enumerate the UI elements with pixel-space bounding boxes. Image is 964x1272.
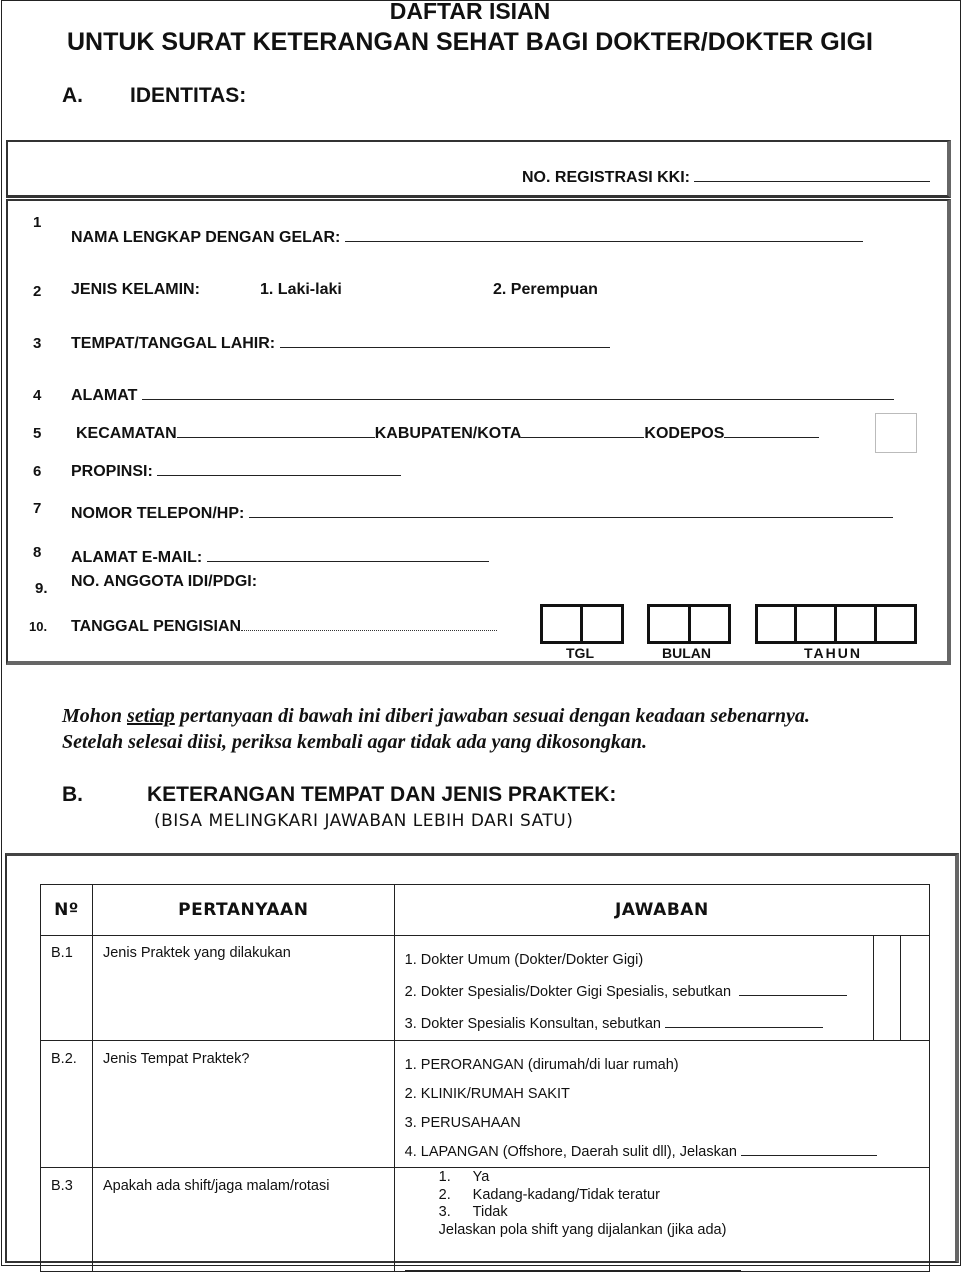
kki-input-line[interactable]: [694, 167, 930, 182]
kabupaten-input-line[interactable]: [521, 423, 644, 438]
kabupaten-label: KABUPATEN/KOTA: [374, 425, 522, 442]
date-caption-year: TAHUN: [804, 645, 862, 661]
answer-input-line[interactable]: [665, 1015, 823, 1028]
answer-text: Kadang-kadang/Tidak teratur: [472, 1186, 660, 1203]
kecamatan-label: KECAMATAN: [76, 425, 177, 442]
year-digit-box[interactable]: [755, 604, 797, 644]
section-b-label: KETERANGAN TEMPAT DAN JENIS PRAKTEK:: [147, 783, 617, 806]
address-field[interactable]: [71, 385, 894, 405]
section-b-note: (BISA MELINGKARI JAWABAN LEBIH DARI SATU): [154, 811, 574, 831]
phone-field[interactable]: [71, 503, 893, 523]
date-caption-day: TGL: [566, 645, 594, 661]
answer-option[interactable]: 1. Dokter Umum (Dokter/Dokter Gigi): [404, 952, 644, 968]
table-row: [41, 936, 930, 1041]
field-number: 6: [33, 463, 42, 480]
day-digit-box[interactable]: [540, 604, 583, 644]
birth-label: TEMPAT/TANGGAL LAHIR:: [71, 335, 276, 352]
gender-option-female[interactable]: 2. Perempuan: [493, 281, 598, 298]
kecamatan-input-line[interactable]: [177, 423, 375, 438]
answer-option[interactable]: 3. PERUSAHAAN: [404, 1115, 521, 1131]
answer-option[interactable]: [439, 1204, 929, 1222]
instruction-text: Mohon: [62, 705, 128, 727]
fill-date-field[interactable]: [71, 618, 497, 636]
answer-option[interactable]: [439, 1169, 929, 1187]
section-a-letter: A.: [62, 84, 83, 107]
month-digit-box[interactable]: [688, 604, 731, 644]
field-number: 10.: [29, 619, 48, 634]
answer-text: 4. LAPANGAN (Offshore, Daerah sulit dll), Jelaskan: [404, 1144, 737, 1160]
answer-input-line[interactable]: [739, 983, 847, 996]
year-digit-box[interactable]: [874, 604, 917, 644]
year-digit-box[interactable]: [794, 604, 837, 644]
field-number: 1: [33, 214, 42, 231]
postal-code-box[interactable]: [875, 413, 917, 453]
field-number: 8: [33, 544, 42, 561]
section-b-letter: B.: [62, 783, 83, 806]
province-label: PROPINSI:: [71, 463, 153, 480]
field-number: 3: [33, 335, 42, 352]
province-input-line[interactable]: [157, 461, 401, 476]
field-number: 4: [33, 387, 42, 404]
email-label: ALAMAT E-MAIL:: [71, 549, 203, 566]
row-question: Apakah ada shift/jaga malam/rotasi: [92, 1168, 394, 1272]
field-number: 9.: [35, 580, 48, 597]
shift-input-line[interactable]: [405, 1258, 741, 1271]
phone-input-line[interactable]: [249, 503, 893, 518]
section-b-heading: [62, 783, 617, 807]
instruction-emphasis: setiap: [127, 705, 175, 727]
answer-input-line[interactable]: [741, 1143, 877, 1156]
section-a-heading: [62, 84, 247, 108]
header-question: PERTANYAAN: [92, 885, 394, 936]
answer-text: 3. Dokter Spesialis Konsultan, sebutkan: [404, 1016, 661, 1032]
kodepos-input-line[interactable]: [724, 423, 819, 438]
address-input-line[interactable]: [142, 385, 894, 400]
province-field[interactable]: [71, 461, 401, 481]
practice-table: [40, 884, 930, 1272]
answer-option[interactable]: 2. KLINIK/RUMAH SAKIT: [404, 1086, 570, 1102]
address-label: ALAMAT: [71, 387, 138, 404]
year-digit-box[interactable]: [834, 604, 877, 644]
header-no: Nº: [41, 885, 93, 936]
table-row: [41, 1041, 930, 1168]
kodepos-label: KODEPOS: [644, 425, 725, 442]
date-caption-month: BULAN: [662, 645, 711, 661]
phone-label: NOMOR TELEPON/HP:: [71, 505, 245, 522]
answer-number: 1.: [438, 1169, 451, 1185]
gender-option-male[interactable]: 1. Laki-laki: [260, 281, 342, 298]
answer-option[interactable]: [405, 1138, 929, 1167]
name-label: NAMA LENGKAP DENGAN GELAR:: [71, 229, 341, 246]
fill-date-label: TANGGAL PENGISIAN: [71, 618, 242, 635]
field-number: 5: [33, 425, 42, 442]
row-number: B.1: [41, 936, 93, 1041]
member-number-label: NO. ANGGOTA IDI/PDGI:: [71, 573, 258, 590]
answer-text: Tidak: [472, 1204, 508, 1220]
answer-option[interactable]: [405, 976, 873, 1008]
month-digit-box[interactable]: [647, 604, 691, 644]
answer-check-column[interactable]: [874, 936, 901, 1041]
row-number: B.3: [41, 1168, 93, 1272]
kki-label: NO. REGISTRASI KKI:: [522, 169, 691, 186]
kki-field[interactable]: [522, 167, 930, 187]
answer-option[interactable]: 1. PERORANGAN (dirumah/di luar rumah): [404, 1057, 679, 1073]
answer-number: 3.: [438, 1204, 451, 1220]
row-number: B.2.: [41, 1041, 93, 1168]
row-answers: [394, 1168, 929, 1272]
answer-text: Ya: [472, 1169, 490, 1185]
email-field[interactable]: [71, 547, 489, 567]
field-number: 2: [33, 283, 42, 300]
field-number: 7: [33, 500, 42, 517]
instruction-text: pertanyaan di bawah ini diberi jawaban sesuai dengan keadaan sebenarnya.: [174, 705, 810, 727]
answer-number: 2.: [438, 1186, 451, 1203]
answer-option[interactable]: [439, 1187, 929, 1205]
instruction-line-2: Setelah selesai diisi, periksa kembali agar tidak ada yang dikosongkan.: [62, 731, 648, 753]
header-answer: JAWABAN: [394, 885, 929, 936]
name-input-line[interactable]: [345, 227, 863, 242]
table-header-row: [41, 885, 930, 936]
section-a-label: IDENTITAS:: [130, 84, 247, 107]
district-field[interactable]: [76, 423, 819, 443]
answer-option[interactable]: [405, 1008, 873, 1040]
row-question: Jenis Tempat Praktek?: [92, 1041, 394, 1168]
birth-field[interactable]: [71, 333, 610, 353]
row-answers: [394, 936, 873, 1041]
name-field[interactable]: [71, 227, 863, 247]
gender-label: JENIS KELAMIN:: [71, 281, 200, 298]
birth-input-line[interactable]: [280, 333, 610, 348]
shift-note: Jelaskan pola shift yang dijalankan (jika ada): [438, 1221, 727, 1238]
email-input-line[interactable]: [207, 547, 489, 562]
answer-text: 2. Dokter Spesialis/Dokter Gigi Spesialis, sebutkan: [404, 984, 732, 1000]
fill-date-dotted-line[interactable]: [241, 618, 497, 631]
form-subtitle: UNTUK SURAT KETERANGAN SEHAT BAGI DOKTER/DOKTER GIGI: [66, 28, 874, 56]
instruction-line-1: [62, 705, 810, 728]
day-digit-box[interactable]: [580, 604, 624, 644]
row-question: Jenis Praktek yang dilakukan: [92, 936, 394, 1041]
form-title: DAFTAR ISIAN: [389, 0, 551, 24]
row-answers: [394, 1041, 929, 1168]
answer-check-column[interactable]: [901, 936, 930, 1041]
table-row: [41, 1168, 930, 1272]
